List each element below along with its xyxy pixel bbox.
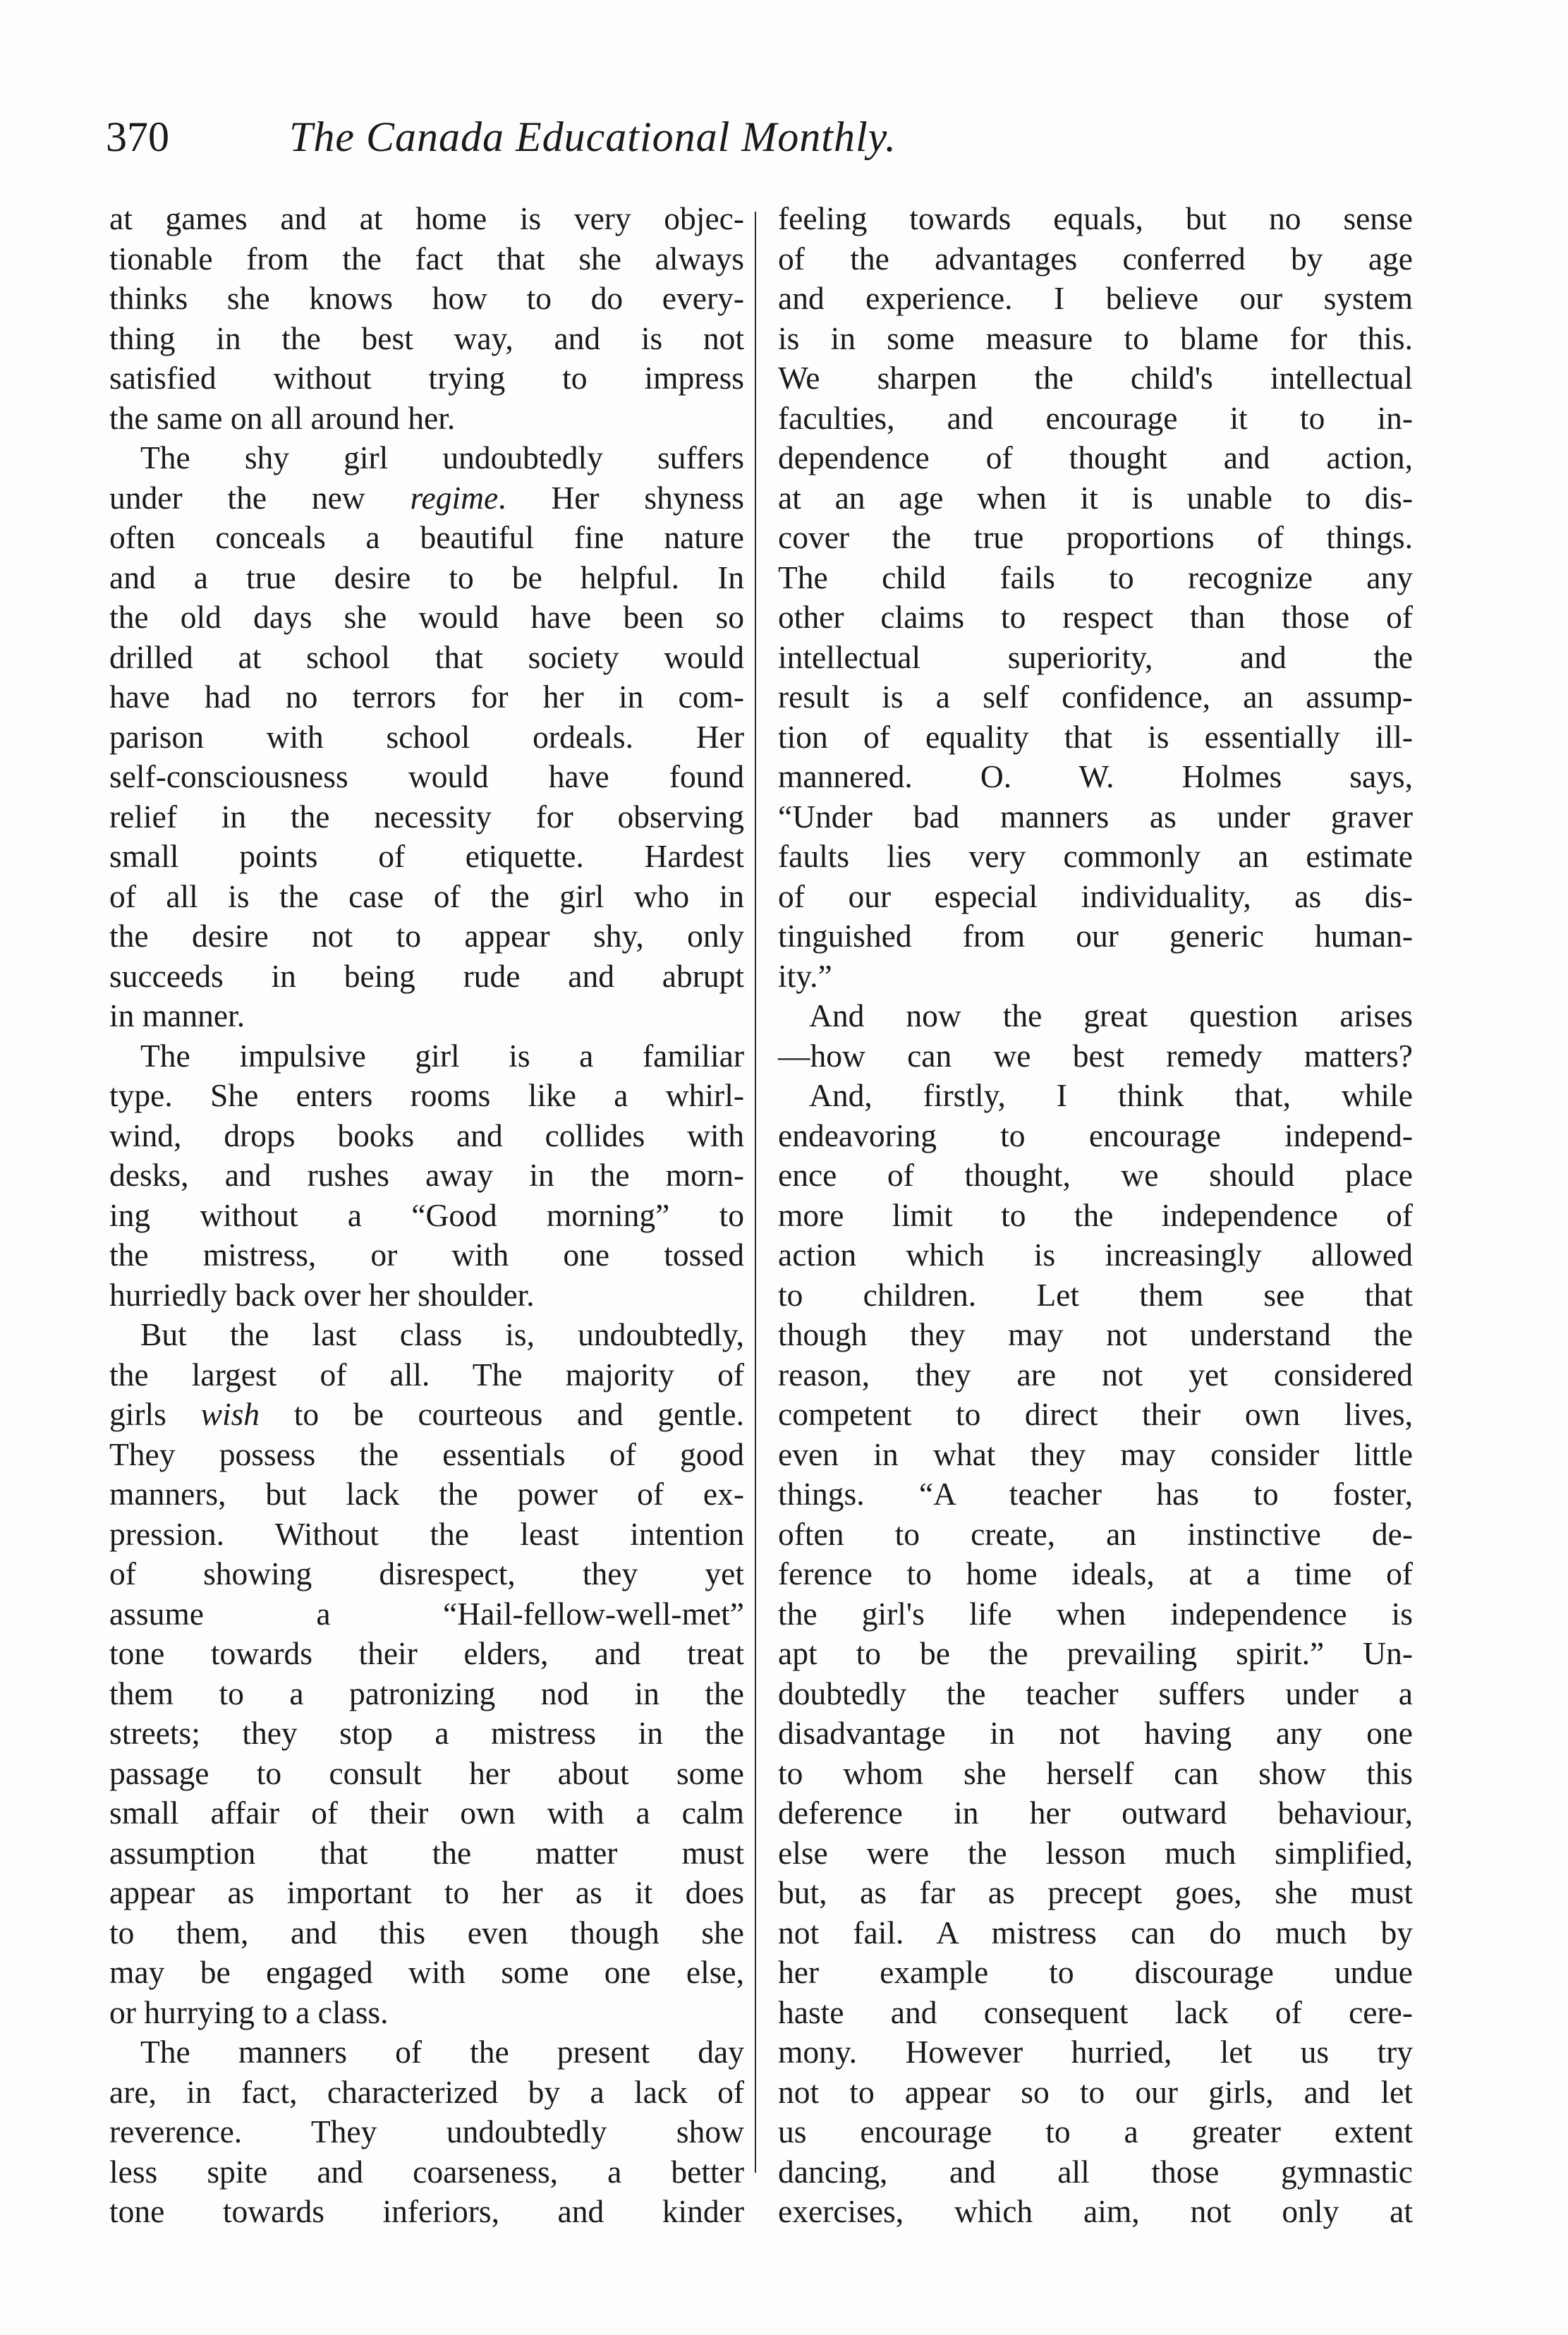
text-line: mony. However hurried, let us try xyxy=(778,2034,1413,2070)
text-line: tone towards their elders, and treat xyxy=(109,1635,744,1671)
text-line: action which is increasingly allowed xyxy=(778,1237,1413,1273)
text-fragment: to be courteous and gentle. xyxy=(260,1396,744,1432)
text-line: small affair of their own with a calm xyxy=(109,1795,744,1831)
text-line: And now the great question arises xyxy=(809,997,1413,1033)
text-line: faults lies very commonly an estimate xyxy=(778,838,1413,874)
text-line: at games and at home is very objec- xyxy=(109,200,744,236)
text-line: haste and consequent lack of cere- xyxy=(778,1994,1413,2030)
text-line: deference in her outward behaviour, xyxy=(778,1795,1413,1831)
text-line: to children. Let them see that xyxy=(778,1276,1413,1313)
text-line: not to appear so to our girls, and let xyxy=(778,2073,1413,2110)
text-line: reverence. They undoubtedly show xyxy=(109,2113,744,2149)
text-line: type. She enters rooms like a whirl- xyxy=(109,1077,744,1113)
text-fragment: . Her shyness xyxy=(498,479,744,516)
text-line: thinks she knows how to do every- xyxy=(109,280,744,316)
text-line: They possess the essentials of good xyxy=(109,1436,744,1472)
text-line: assume a “Hail-fellow-well-met” xyxy=(109,1595,744,1632)
text-line: passage to consult her about some xyxy=(109,1754,744,1791)
text-line: appear as important to her as it does xyxy=(109,1874,744,1910)
running-header xyxy=(106,113,1460,176)
text-line: and a true desire to be helpful. In xyxy=(109,559,744,595)
text-line: pression. Without the least intention xyxy=(109,1515,744,1552)
text-line: the mistress, or with one tossed xyxy=(109,1237,744,1273)
text-line: reason, they are not yet considered xyxy=(778,1356,1413,1393)
text-line: and experience. I believe our system xyxy=(778,280,1413,316)
text-line: her example to discourage undue xyxy=(778,1954,1413,1990)
text-line: tone towards inferiors, and kinder xyxy=(109,2193,744,2229)
text-line: the same on all around her. xyxy=(109,399,456,436)
text-line: thing in the best way, and is not xyxy=(109,320,744,356)
text-line: relief in the necessity for observing xyxy=(109,798,744,835)
text-line: is in some measure to blame for this. xyxy=(778,320,1413,356)
text-line: may be engaged with some one else, xyxy=(109,1954,744,1990)
text-line: disadvantage in not having any one xyxy=(778,1715,1413,1751)
text-line: hurriedly back over her shoulder. xyxy=(109,1276,535,1313)
text-line: assumption that the matter must xyxy=(109,1834,744,1871)
text-line: tionable from the fact that she always xyxy=(109,240,744,277)
text-line: them to a patronizing nod in the xyxy=(109,1675,744,1711)
text-line: parison with school ordeals. Her xyxy=(109,718,744,755)
text-line: ing without a “Good morning” to xyxy=(109,1196,744,1233)
text-line: the old days she would have been so xyxy=(109,599,744,635)
text-line: wind, drops books and collides with xyxy=(109,1117,744,1153)
column-divider xyxy=(755,212,756,2173)
text-line: dependence of thought and action, xyxy=(778,439,1413,475)
text-line: The child fails to recognize any xyxy=(778,559,1413,595)
text-line: are, in fact, characterized by a lack of xyxy=(109,2073,744,2110)
text-line: to them, and this even though she xyxy=(109,1914,744,1951)
text-line: often to create, an instinctive de- xyxy=(778,1515,1413,1552)
text-line: The manners of the present day xyxy=(140,2034,744,2070)
text-line: the girl's life when independence is xyxy=(778,1595,1413,1632)
text-line: The shy girl undoubtedly suffers xyxy=(140,439,744,475)
text-line: mannered. O. W. Holmes says, xyxy=(778,758,1413,794)
text-line: faculties, and encourage it to in- xyxy=(778,399,1413,436)
text-line: The impulsive girl is a familiar xyxy=(140,1037,744,1074)
text-line: of all is the case of the girl who in xyxy=(109,878,744,914)
text-line: else were the lesson much simplified, xyxy=(778,1834,1413,1871)
text-line: though they may not understand the xyxy=(778,1316,1413,1352)
text-line: the largest of all. The majority of xyxy=(109,1356,744,1393)
text-line: have had no terrors for her in com- xyxy=(109,679,744,715)
text-line: ence of thought, we should place xyxy=(778,1157,1413,1193)
text-line: desks, and rushes away in the morn- xyxy=(109,1157,744,1193)
text-line: ity.” xyxy=(778,957,832,994)
text-line: but, as far as precept goes, she must xyxy=(778,1874,1413,1910)
text-line: more limit to the independence of xyxy=(778,1196,1413,1233)
text-line: exercises, which aim, not only at xyxy=(778,2193,1413,2229)
text-line: tion of equality that is essentially ill- xyxy=(778,718,1413,755)
right-column xyxy=(778,199,1413,2232)
text-line: cover the true proportions of things. xyxy=(778,519,1413,555)
text-line: manners, but lack the power of ex- xyxy=(109,1476,744,1512)
italic-word: regime xyxy=(410,479,499,516)
page-number: 370 xyxy=(106,114,169,160)
italic-word: wish xyxy=(200,1396,260,1432)
text-line: apt to be the prevailing spirit.” Un- xyxy=(778,1635,1413,1671)
text-line: feeling towards equals, but no sense xyxy=(778,200,1413,236)
text-line: doubtedly the teacher suffers under a xyxy=(778,1675,1413,1711)
text-line: at an age when it is unable to dis- xyxy=(778,479,1413,516)
text-line: small points of etiquette. Hardest xyxy=(109,838,744,874)
text-line xyxy=(109,478,744,518)
text-line: But the last class is, undoubtedly, xyxy=(140,1316,744,1352)
text-line: things. “A teacher has to foster, xyxy=(778,1476,1413,1512)
text-line: result is a self confidence, an assump- xyxy=(778,679,1413,715)
text-line: often conceals a beautiful fine nature xyxy=(109,519,744,555)
journal-title: The Canada Educational Monthly. xyxy=(289,114,897,160)
text-line: intellectual superiority, and the xyxy=(778,638,1413,675)
text-line: even in what they may consider little xyxy=(778,1436,1413,1472)
text-line: less spite and coarseness, a better xyxy=(109,2153,744,2190)
text-line xyxy=(109,1395,744,1435)
text-line: tinguished from our generic human- xyxy=(778,918,1413,954)
text-line: or hurrying to a class. xyxy=(109,1994,389,2030)
text-line: “Under bad manners as under graver xyxy=(778,798,1413,835)
text-line: of showing disrespect, they yet xyxy=(109,1555,744,1591)
text-fragment: girls xyxy=(109,1396,201,1432)
text-line: to whom she herself can show this xyxy=(778,1754,1413,1791)
text-line: the desire not to appear shy, only xyxy=(109,918,744,954)
text-line: in manner. xyxy=(109,997,245,1033)
text-line: satisfied without trying to impress xyxy=(109,360,744,396)
text-line: streets; they stop a mistress in the xyxy=(109,1715,744,1751)
text-line: of the advantages conferred by age xyxy=(778,240,1413,277)
text-line: —how can we best remedy matters? xyxy=(778,1037,1413,1074)
text-line: competent to direct their own lives, xyxy=(778,1396,1413,1432)
text-line: And, firstly, I think that, while xyxy=(809,1077,1413,1113)
text-line: other claims to respect than those of xyxy=(778,599,1413,635)
text-line: self-consciousness would have found xyxy=(109,758,744,794)
text-line: us encourage to a greater extent xyxy=(778,2113,1413,2149)
text-line: succeeds in being rude and abrupt xyxy=(109,957,744,994)
text-line: drilled at school that society would xyxy=(109,638,744,675)
text-fragment: under the new xyxy=(109,479,411,516)
left-column xyxy=(109,199,744,2232)
text-line: of our especial individuality, as dis- xyxy=(778,878,1413,914)
text-line: ference to home ideals, at a time of xyxy=(778,1555,1413,1591)
text-line: not fail. A mistress can do much by xyxy=(778,1914,1413,1951)
text-line: endeavoring to encourage independ- xyxy=(778,1117,1413,1153)
text-line: We sharpen the child's intellectual xyxy=(778,360,1413,396)
text-line: dancing, and all those gymnastic xyxy=(778,2153,1413,2190)
